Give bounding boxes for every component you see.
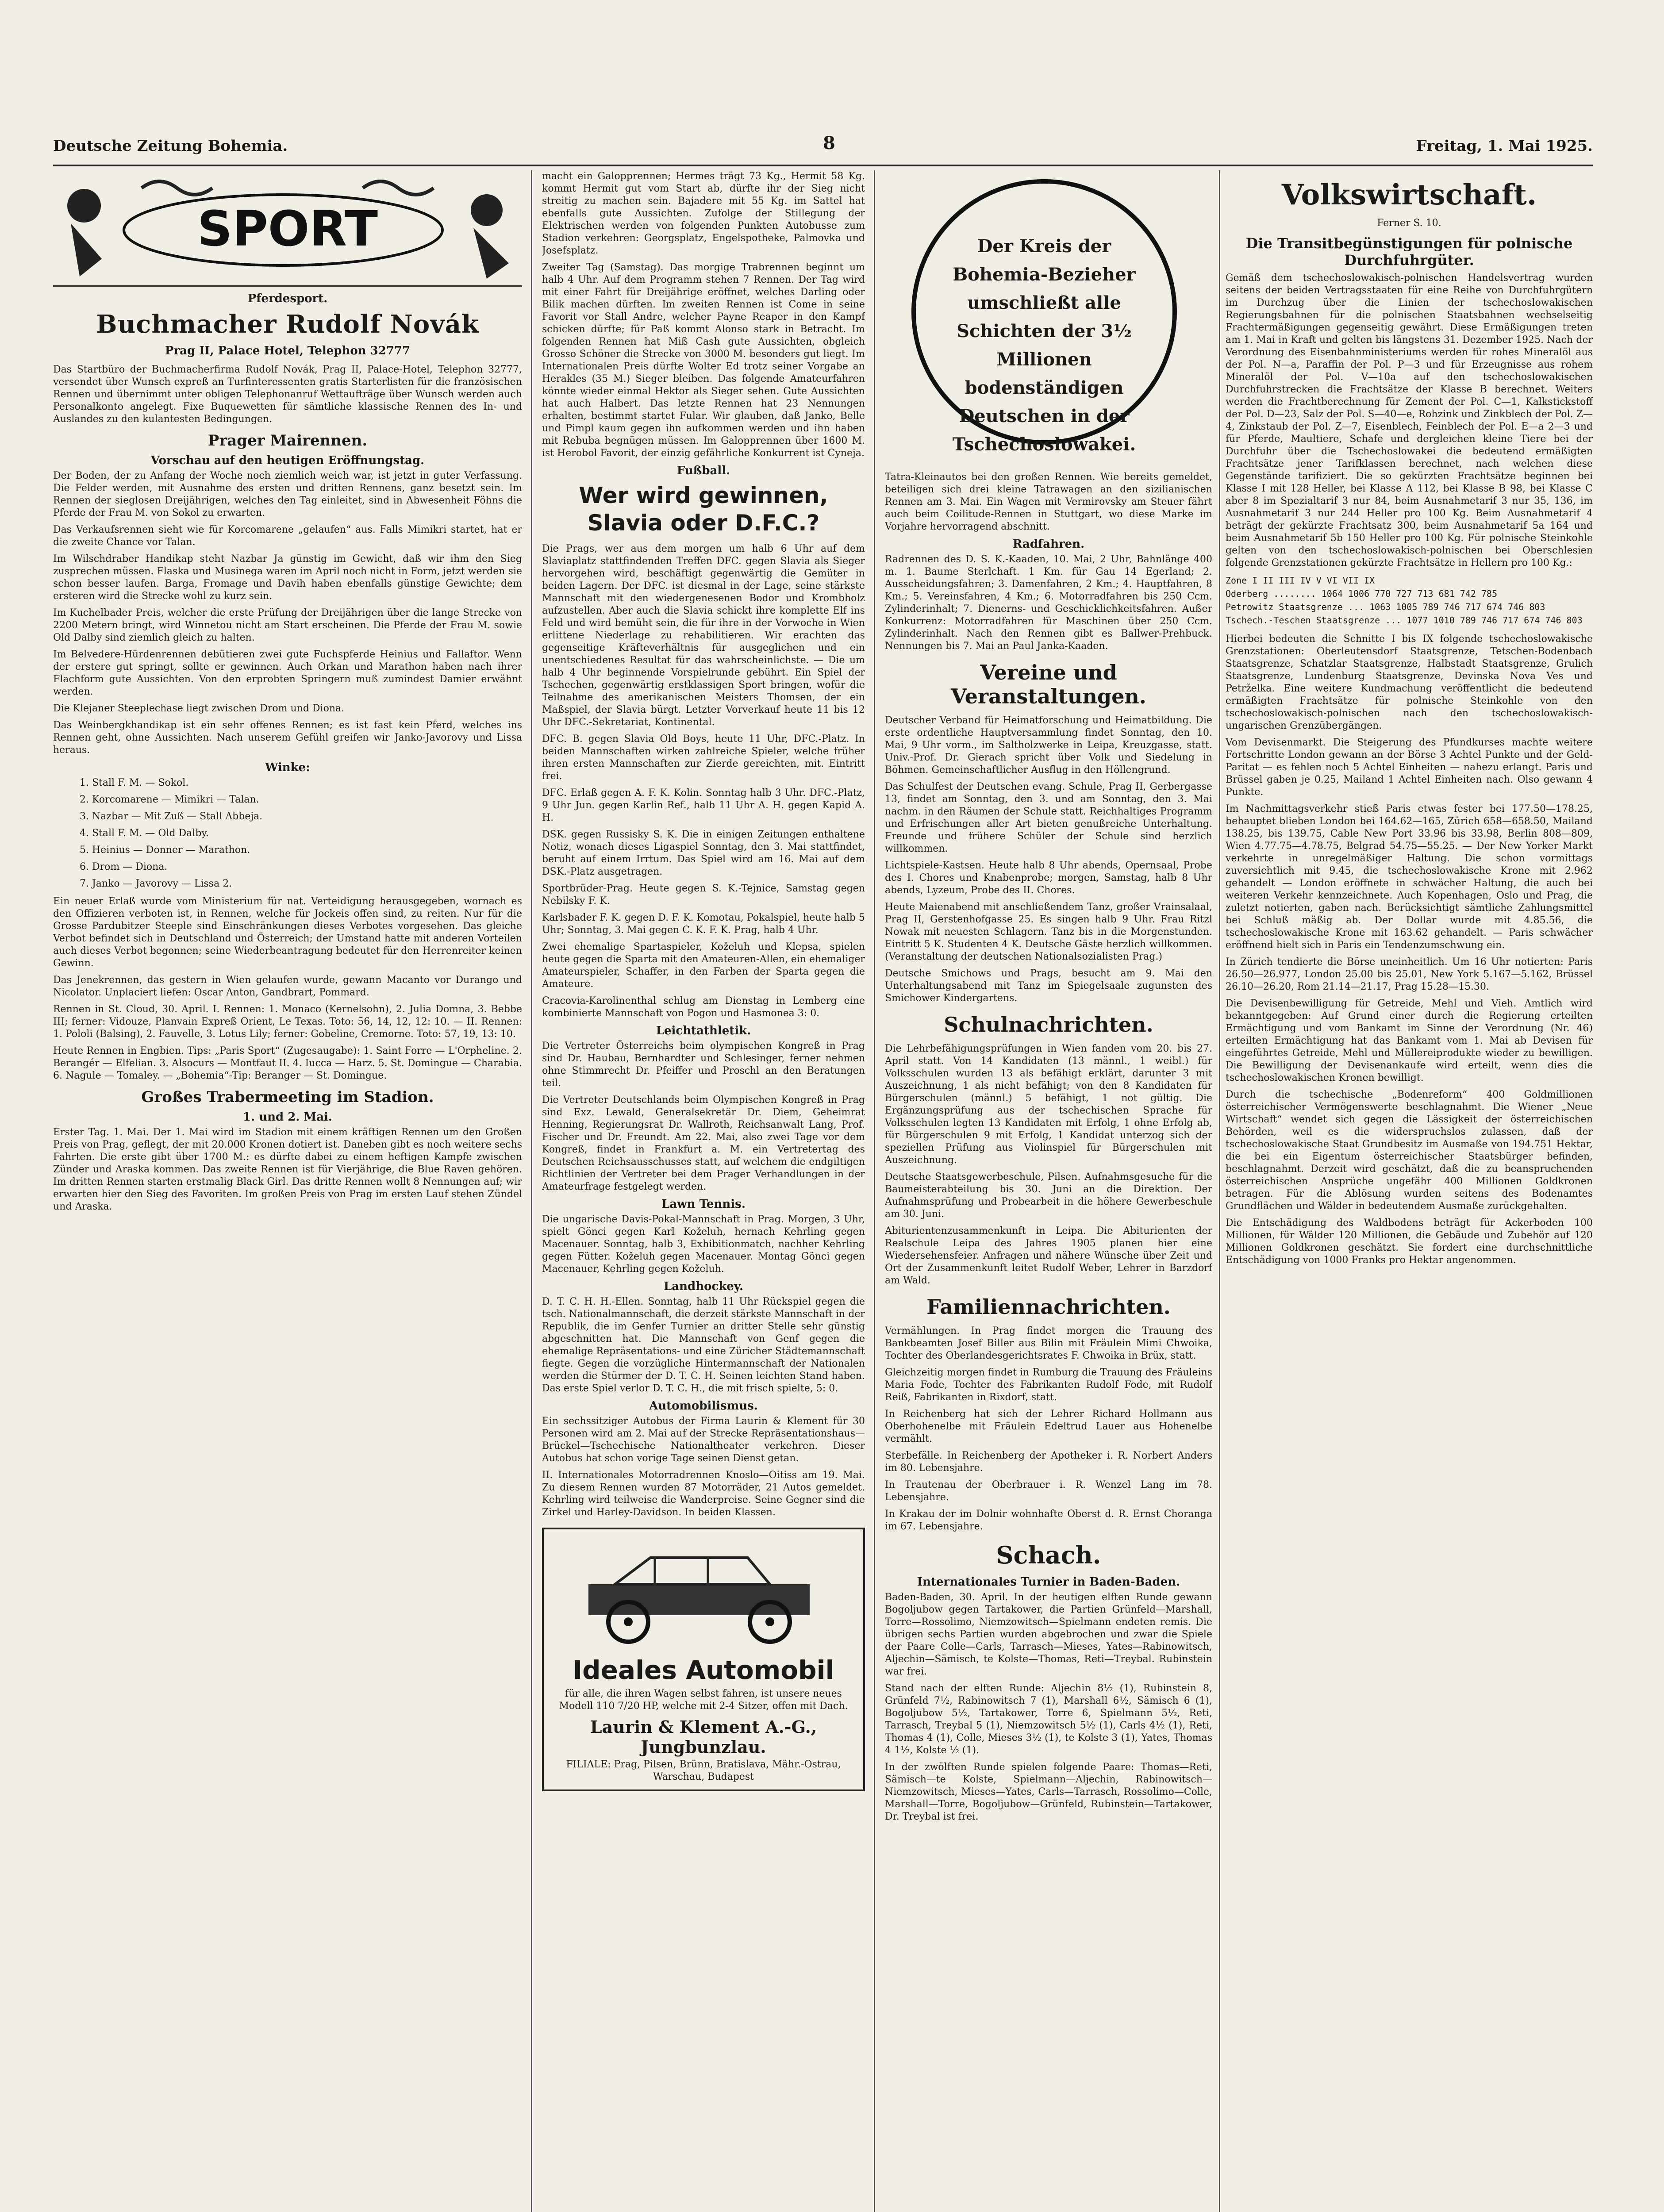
article-paragraph: Heute Maienabend mit anschließendem Tanz, großer Vrainsalaal, Prag II, Gerstenhofgasse 25. Es singen halb 9 Uhr. Frau Ritzl Nowak mit neuesten Schlagern. Tanz bis in die Morgenstunden. Eintritt 5 K. Studenten 4 K. Deutsche Gäste herzlich willkommen. (Veranstaltung der deutschen Nationalsozialisten Prag.) [885, 902, 1212, 962]
tariff-table-row: Oderberg ........ 1064 1006 770 727 713 681 742 785 [1226, 588, 1498, 599]
article-paragraph: Im Nachmittagsverkehr stieß Paris etwas fester bei 177.50—178.25, behauptet blieben London bei 164.62—165, Zürich 658—658.50, Mailand 138.25, bis 139.75, Cable New Port 33.96 bis 33.98, Berlin 808—809, Wien 4.77.75—4.78.75, Belgrad 54.75—55.25. — Der New Yorker Markt verkehrte in unregelmäßiger Haltung. Die schon vormittags zuversichtlich mit 9.45, die tschechoslowakische Krone mit 2.962 gehandelt — London eröffnete in schwächer Haltung, die auch bei weiteren Verkehr kennzeichnete. Auch Kopenhagen, Oslo und Prag, die zuletzt notierten, gaben nach. Berücksichtigt sämtliche Zahlungsmittel bei Schluß mäßig ab. Der Dollar wurde mit 4.85.56, die tschechoslowakische Krone mit 163.62 gehandelt. — Paris schwächer eröffnend hielt sich in Paris ein Tendenzumschwung ein. [1226, 803, 1593, 951]
article-paragraph: Im Belvedere-Hürdenrennen debütieren zwei gute Fuchspferde Heinius und Fallaftor. Wenn der erstere gut springt, sollte er gewinnen. Auch Orkan und Marathon haben nach ihrer Flachform gute Aussichten. Von den erprobten Springern muß zumindest Damier erwähnt werden. [53, 649, 522, 697]
article-paragraph: Deutscher Verband für Heimatforschung und Heimatbildung. Die erste ordentliche Hauptversammlung findet Sonntag, den 10. Mai, 9 Uhr vorm., im Saltholzwerke in Leipa, Kreuzgasse, statt. Univ.-Prof. Dr. Gierach spricht über Volk und Siedelung in Böhmen. Gemeinschaftlicher Ausflug in den Höllengrund. [885, 715, 1212, 776]
heading-prager-mairennen: Prager Mairennen. [208, 432, 368, 449]
article-paragraph: Vermählungen. In Prag findet morgen die Trauung des Bankbeamten Josef Biller aus Bilin mit Fräulein Mimi Chwoika, Tochter des Oberlandesgerichtsrates F. Chwoika in Brüx, statt. [885, 1325, 1212, 1361]
car-illustration [562, 1536, 845, 1651]
article-paragraph: Tatra-Kleinautos bei den großen Rennen. Wie bereits gemeldet, beteiligen sich drei kleine Tatrawagen an den sizilianischen Rennen am 3. Mai. Ein Wagen mit Vermirovsky am Steuer fährt auch beim Coilitude-Rennen in Stuttgart, wo diese Marke im Vorjahre hervorragend abschnitt. [885, 472, 1212, 532]
column-volkswirtschaft [1226, 170, 1593, 2212]
bookmaker-title: Buchmacher Rudolf Novák [96, 310, 479, 339]
article-paragraph: In der zwölften Runde spielen folgende Paare: Thomas—Reti, Sämisch—te Kolste, Spielmann—Aljechin, Rabinowitsch—Niemzowitsch, Mieses—Yates, Carls—Tarrasch, Rossolimo—Colle, Marshall—Torre, Bogoljubow—Grünfeld, Rubinstein—Tartakower, Dr. Treybal ist frei. [885, 1762, 1212, 1822]
article-paragraph: Stand nach der elften Runde: Aljechin 8½ (1), Rubinstein 8, Grünfeld 7½, Rabinowitsch 7 (1), Marshall 6½, Sämisch 6 (1), Bogoljubow 5½, Tartakower, Torre 6, Spielmann 5½, Reti, Tarrasch, Treybal 5 (1), Niemzowitsch 5½ (1), Carls 4½ (1), Reti, Thomas 4 (1), Colle, Mieses 3½ (1), te Kolste 3 (1), Yates, Thomas 4 1½, Kolste ½ (1). [885, 1683, 1212, 1756]
article-paragraph: Heute Rennen in Engbien. Tips: „Paris Sport“ (Zugesaugabe): 1. Saint Forre — L'Orpheline. 2. Berangér — Elfelian. 3. Alsocurs — Montfaut II. 4. Iucca — Harz. 5. St. Domingue — Charabia. 6. Nagule — Tomaley. — „Bohemia“-Tip: Beranger — St. Domingue. [53, 1045, 522, 1081]
headline-slavia-dfc: Wer wird gewinnen, Slavia oder D.F.C.? [579, 483, 828, 536]
article-paragraph: DFC. Erlaß gegen A. F. K. Kolin. Sonntag halb 3 Uhr. DFC.-Platz, 9 Uhr Jun. gegen Karlin Ref., halb 11 Uhr A. H. gegen Kapid A. H. [542, 787, 865, 823]
article-paragraph: In Reichenberg hat sich der Lehrer Richard Hollmann aus Oberhohenelbe mit Fräulein Edeltrud Lauer aus Hohenelbe vermählt. [885, 1409, 1212, 1444]
article-paragraph: Sportbrüder-Prag. Heute gegen S. K.-Tejnice, Samstag gegen Nebilsky F. K. [542, 883, 865, 906]
article-paragraph: Cracovia-Karolinenthal schlug am Dienstag in Lemberg eine kombinierte Mannschaft von Pogon und Hasmonea 3: 0. [542, 995, 865, 1019]
article-paragraph: Das Schulfest der Deutschen evang. Schule, Prag II, Gerbergasse 13, findet am Sonntag, den 3. und am Sonntag, den 3. Mai nachm. in den Räumen der Schule statt. Reichhaltiges Programm und Erfrischungen aller Art bieten genußreiche Unterhaltung. Freunde und frühere Schüler der Schule sind herzlich willkommen. [885, 781, 1212, 854]
article-paragraph: Im Wilschdraber Handikap steht Nazbar Ja günstig im Gewicht, daß wir ihm den Sieg zusprechen müssen. Flaska und Musinega waren im April noch nicht in Form, jetzt werden sie schon besser laufen. Barga, Fromage und Davih haben ebenfalls günstige Gewichte; dem ersteren wird die Strecke wohl zu kurz sein. [53, 553, 522, 602]
heading-transit: Die Transitbegünstigungen für polnische Durchfuhrgüter. [1245, 235, 1573, 269]
subheading-baden-baden: Internationales Turnier in Baden-Baden. [917, 1575, 1180, 1589]
tip-item: 2. Korcomarene — Mimikri — Talan. [80, 794, 259, 805]
article-paragraph: Deutsche Staatsgewerbeschule, Pilsen. Aufnahmsgesuche für die Baumeisterabteilung bis 30. Juni an die Direktion. Der Aufnahmsprüfung und Probearbeit in die höhere Gewerbeschule am 30. Juni. [885, 1171, 1212, 1220]
article-paragraph: Die Vertreter Deutschlands beim Olympischen Kongreß in Prag sind Exz. Lewald, Generalsekretär Dr. Diem, Geheimrat Henning, Regierungsrat Dr. Wallroth, Reichsanwalt Lang, Prof. Fischer und Dr. Freundt. Am 22. Mai, also zwei Tage vor dem Kongreß, findet in Frankfurt a. M. ein Vertretertag des Deutschen Reichsausschusses statt, auf welchem die endgiltigen Richtlinien der Vertreter bei dem Prager Verhandlungen in der Amateurfrage festgelegt werden. [542, 1094, 865, 1192]
sport-logo-illustration [53, 170, 522, 285]
section-radfahren: Radfahren. [1012, 538, 1085, 551]
article-paragraph: Gleichzeitig morgen findet in Rumburg die Trauung des Fräuleins Maria Fode, Tochter des Fabrikanten Rudolf Fode, mit Rudolf Reiß, Fabrikanten in Rixdorf, statt. [885, 1367, 1212, 1403]
column-divider [1219, 170, 1220, 2212]
article-paragraph: DSK. gegen Russisky S. K. Die in einigen Zeitungen enthaltene Notiz, wonach dieses Ligaspiel Sonntag, den 3. Mai stattfindet, beruht auf einem Irrtum. Das Spiel wird am 16. Mai auf dem DSK.-Platz ausgetragen. [542, 829, 865, 877]
article-paragraph: Die Vertreter Österreichs beim olympischen Kongreß in Prag sind Dr. Haubau, Bernhardter und Schlesinger, ferner nehmen ohne Stimmrecht Dr. Pfeiffer und Proschl an den Beratungen teil. [542, 1041, 865, 1089]
section-leichtathletik: Leichtathletik. [656, 1024, 751, 1037]
column-divider [531, 170, 532, 2212]
ad-branches: FILIALE: Prag, Pilsen, Brünn, Bratislava, Mähr.-Ostrau, Warschau, Budapest [566, 1759, 841, 1782]
article-paragraph: Durch die tschechische „Bodenreform“ 400 Goldmillionen österreichischer Vermögenswerte beschlagnahmt. Die Wiener „Neue Wirtschaft“ wendet sich gegen die Lässigkeit der österreichischen Behörden, weil es die widerspruchslos zulassen, daß der tschechoslowakische Staat Grundbesitz im Ausmaße von 194.751 Hektar, die bei ein Eigentum österreichischer Staatsbürger befinden, beschlagnahmt. Derzeit wird geschätzt, daß die zu beanspruchenden österreichischen Ansprüche ungefähr 400 Millionen Goldkronen betragen. Für die Ablösung wurden seitens des Bodenamtes Grundflächen und Wälder in bedeutendem Ausmaße zurückgehalten. [1226, 1089, 1593, 1212]
tip-item: 4. Stall F. M. — Old Dalby. [80, 828, 209, 839]
article-paragraph: Sterbefälle. In Reichenberg der Apotheker i. R. Norbert Anders im 80. Lebensjahre. [885, 1450, 1212, 1474]
article-paragraph: Die Prags, wer aus dem morgen um halb 6 Uhr auf dem Slaviaplatz stattfindenden Treffen DFC. gegen Slavia als Sieger hervorgehen wird, beschäftigt gegenwärtig die Gemüter in beiden Lagern. Der DFC. ist diesmal in der Lage, seine stärkste Mannschaft mit den wiedergenesenen Bodor und Krombholz aufzustellen. Aber auch die Slavia schickt ihre komplette Elf ins Feld und wird bemüht sein, die für ihre in der Vorwoche in Wien erlittene Niederlage zu rehabilitieren. Wir erachten das gegenseitige Kräfteverhältnis für ausgeglichen und ein unentschiedenes Resultat für das wahrscheinlichste. — Die um halb 4 Uhr beginnende Vorspielrunde gebührt. Ein Spiel der Tschechen, gegenwärtig erstklassigen Sport bringen, wofür die Teilnahme des amerikanischen Meisters Thomsen, der ein Maßspiel, der Slavia bürgt. Letzter Vorverkauf heute 11 bis 12 Uhr DFC.-Sekretariat, Kontinental. [542, 543, 865, 728]
tip-item: 5. Heinius — Donner — Marathon. [80, 845, 250, 856]
ad-title: Ideales Automobil [573, 1655, 834, 1685]
article-paragraph: II. Internationales Motorradrennen Knoslo—Oitiss am 19. Mai. Zu diesem Rennen wurden 87 Motorräder, 21 Autos gemeldet. Kehrling wird teilweise die Wanderpreise. Seine Gegner sind die Zirkel und Harley-Davidson. In beiden Klassen. [542, 1470, 865, 1518]
sport-logo [53, 170, 522, 287]
section-lawn-tennis: Lawn Tennis. [661, 1198, 746, 1211]
heading-schach: Schach. [996, 1541, 1101, 1569]
article-paragraph: In Trautenau der Oberbrauer i. R. Wenzel Lang im 78. Lebensjahre. [885, 1479, 1212, 1503]
issue-date: Freitag, 1. Mai 1925. [1416, 137, 1593, 155]
article-paragraph: macht ein Galopprennen; Hermes trägt 73 Kg., Hermit 58 Kg. kommt Hermit gut vom Start ab, dürfte ihr der Sieg nicht streitig zu machen sein. Bajadere mit 55 Kg. im Sattel hat ebenfalls gute Aussichten. Zufolge der Stillegung der Elektrischen werden von folgenden Punkten Autobusse zum Stadion verkehren: Georgsplatz, Engelspotheke, Palmovka und Josefsplatz. [542, 171, 865, 256]
article-paragraph: Das Weinbergkhandikap ist ein sehr offenes Rennen; es ist fast kein Pferd, welches ins Rennen geht, ohne Aussichten. Nach unserem Gefühl greifen wir Janko-Javorovy und Lissa heraus. [53, 720, 522, 756]
column-vereine [885, 170, 1212, 2212]
article-paragraph: Die ungarische Davis-Pokal-Mannschaft in Prag. Morgen, 3 Uhr, spielt Gönci gegen Karl Koželuh, hernach Kehrling gegen Macenauer. Sonntag, halb 3, Exhibitionmatch, nachher Kehrling gegen Fütter. Koželuh gegen Macenauer. Montag Gönci gegen Macenauer, Kehrling gegen Koželuh. [542, 1214, 865, 1275]
ad-text: für alle, die ihren Wagen selbst fahren, ist unsere neues Modell 110 7/20 HP, welche mit 2-4 Sitzer, offen mit Dach. [559, 1688, 848, 1712]
article-paragraph: Ein neuer Erlaß wurde vom Ministerium für nat. Verteidigung herausgegeben, wornach es den Offizieren verboten ist, in Rennen, welche für Jockeis offen sind, zu reiten. Nur für die Grosse Pardubitzer Steeple sind Einschränkungen dieses Verbotes vorgesehen. Das gleiche Verbot befindet sich in Deutschland und Österreich; der Umstand hatte mit anderen Vorteilen auch dieses Verbot begonnen; seine Wiederbeantragung bedeutet für den Herrenreiter keinen Gewinn. [53, 896, 522, 969]
article-paragraph: Die Entschädigung des Waldbodens beträgt für Ackerboden 100 Millionen, für Wälder 120 Millionen, die Gebäude und Zubehör auf 120 Millionen Goldkronen geschätzt. Sie fordert eine durchschnittliche Entschädigung von 1000 Franks pro Hektar angenommen. [1226, 1217, 1593, 1266]
page-header [53, 133, 1593, 159]
article-paragraph: Die Klejaner Steeplechase liegt zwischen Drom und Diona. [53, 703, 345, 714]
article-paragraph: In Krakau der im Dolnir wohnhafte Oberst d. R. Ernst Choranga im 67. Lebensjahre. [885, 1509, 1212, 1532]
bookmaker-ad [53, 310, 522, 357]
tips-title: Winke: [265, 761, 310, 774]
article-paragraph: DFC. B. gegen Slavia Old Boys, heute 11 Uhr, DFC.-Platz. In beiden Mannschaften wirken zahlreiche Spieler, welche früher ihren ersten Mannschaften zur Zierde gereichten, mit. Eintritt frei. [542, 733, 865, 782]
heading-trabermeeting: Großes Trabermeeting im Stadion. [141, 1088, 434, 1106]
masthead-name: Deutsche Zeitung Bohemia. [53, 137, 288, 155]
ad-brand: Laurin & Klement A.-G., Jungbunzlau. [590, 1717, 817, 1757]
article-paragraph: D. T. C. H. H.-Ellen. Sonntag, halb 11 Uhr Rückspiel gegen die tsch. Nationalmannschaft, die derzeit stärkste Mannschaft in der Republik, die im Genfer Turnier an dritter Stelle sehr günstig abgeschnitten hat. Die Mannschaft von Genf gegen die ehemalige Repräsentations- und eine Züricher Städtemannschaft fiegte. Gegen die vorzügliche Hintermannschaft der Nationalen werden die Stürmer der D. T. C. H. Seinen leichten Stand haben. Das erste Spiel verlor D. T. C. H., die mit frisch spielte, 5: 0. [542, 1296, 865, 1394]
tips-list [80, 777, 522, 890]
heading-familiennachrichten: Familiennachrichten. [926, 1295, 1171, 1319]
column-sport [53, 170, 522, 2212]
article-paragraph: Der Boden, der zu Anfang der Woche noch ziemlich weich war, ist jetzt in guter Verfassung. Die Felder werden, mit Ausnahme des ersten und dritten Rennens, ganz besetzt sein. Im Rennen der sieglosen Dreijährigen, welches den Tag einleitet, sind in Abwesenheit Föhns die Pferde der Frau M. von Sokol zu erwarten. [53, 470, 522, 518]
circle-text: Der Kreis der Bohemia-Bezieher umschließt alle Schichten der 3½ Millionen bodenständigen Deutschen in der Tschechoslowakei. [952, 236, 1136, 455]
tip-item: 1. Stall F. M. — Sokol. [80, 777, 189, 788]
tariff-table-row: Tschech.-Teschen Staatsgrenze ... 1077 1010 789 746 717 674 746 803 [1226, 615, 1583, 626]
article-paragraph: In Zürich tendierte die Börse uneinheitlich. Um 16 Uhr notierten: Paris 26.50—26.977, London 25.00 bis 25.01, New York 5.167—5.162, Brüssel 26.10—26.20, Rom 21.14—21.17, Prag 15.28—15.30. [1226, 956, 1593, 992]
tariff-table [1226, 574, 1593, 627]
article-paragraph: Radrennen des D. S. K.-Kaaden, 10. Mai, 2 Uhr, Bahnlänge 400 m. 1. Baume Sterlchaft. 1 Km. für Gau 14 Egerland; 2. Ausscheidungsfahren; 3. Damenfahren, 2 Km.; 4. Hauptfahren, 8 Km.; 5. Vereinsfahren, 4 Km.; 6. Motorradfahren bis 250 Ccm. Zylinderinhalt; 7. Dienerns- und Geschicklichkeitsfahren. Außer Konkurrenz: Motorradfahren für Maschinen über 250 Ccm. Zylinderinhalt. Nach den Rennen gibt es Ballwer-Prehbuck. Nennungen bis 7. Mai an Paul Janka-Kaaden. [885, 554, 1212, 652]
bookmaker-text: Das Startbüro der Buchmacherfirma Rudolf Novák, Prag II, Palace-Hotel, Telephon 32777, versendet über Wunsch expreß an Turfinteressenten gratis Starterlisten für die französischen Rennen und übernimmt unter obligen Telephonanruf Wettaufträge über Wunsch werden auch Personalkonto angelegt. Fixe Buquewetten für sämtliche klassische Rennen des In- und Auslandes zu den kulantesten Bedingungen. [53, 364, 522, 425]
tip-item: 7. Janko — Javorovy — Lissa 2. [80, 878, 232, 889]
column-divider [874, 170, 875, 2212]
article-paragraph: Abiturientenzusammenkunft in Leipa. Die Abiturienten der Realschule Leipa des Jahres 1905 planen hier eine Wiedersehensfeier. Anfragen und nähere Wünsche über Zeit und Ort der Zusammenkunft leitet Rudolf Weber, Lehrer in Barzdorf am Wald. [885, 1225, 1212, 1286]
heading-vereine: Vereine und Veranstaltungen. [951, 661, 1146, 708]
article-paragraph: Das Jenekrennen, das gestern in Wien gelaufen wurde, gewann Macanto vor Durango und Nicolator. Unplaciert liefen: Oscar Anton, Gandbrart, Pommard. [53, 975, 522, 998]
article-paragraph: Gemäß dem tschechoslowakisch-polnischen Handelsvertrag wurden seitens der beiden Vertragsstaaten für eine Reihe von Durchfuhrgütern im Durchzug über die Linien der tschechoslowakischen Regierungsbahnen für die polnischen Staatsbahnen wechselseitig Frachtermäßigungen gegenseitig gewährt. Diese Ermäßigungen treten am 1. Mai in Kraft und gelten bis längstens 31. Dezember 1925. Nach der Verordnung des Eisenbahnministeriums werden für rohes Mineralöl aus der Pol. N—a, Paraffin der Pol. P—3 und für Erzeugnisse aus rohem Mineralöl der Pol. V—10a auf den tschechoslowakischen Durchfuhrstrecken die Frachtsätze der Klasse B berechnet. Weiters werden die Frachtberechnung für Zement der Pol. C—1, Kalkstickstoff der Pol. D—23, Salz der Pol. S—40—e, Rohzink und Zinkblech der Pol. Z—4, Zinkstaub der Pol. Z—7, Eisenblech, Feinblech der Pol. E—a 2—3 und für Pferde, Maultiere, Schafe und dergleichen kleine Tiere bei der Durchfuhr über die Tschechoslowakei die bedeutend ermäßigten Frachtsätze jener Tarifklassen berechnet, nach welchen diese Gegenstände tarifiziert. Die so gekürzten Frachtsätze beginnen bei Klasse I mit 128 Heller, bei Klasse A 112, bei Klasse B 98, bei Klasse C aber 8 im Spezialtarif 3 nur 84, beim Ausnahmetarif 3 nur 35, 136, im Ausnahmetarif 3 nur 244 Heller pro 100 Kg. Beim Ausnahmetarif 4 beträgt der gekürzte Frachtsatz 300, beim Ausnahmetarif 5a 164 und beim Ausnahmetarif 5b 150 Heller pro 100 Kg. Für polnische Steinkohle gelten von den tschechoslowakisch-polnischen bei Oberschlesien folgende Grenzstationen gekürzte Frachtsätze in Hellern pro 100 Kg.: [1226, 273, 1593, 568]
sport-logo-text: SPORT [197, 200, 378, 257]
article-paragraph: Erster Tag. 1. Mai. Der 1. Mai wird im Stadion mit einem kräftigen Rennen um den Großen Preis von Prag, geflegt, der mit 20.000 Kronen dotiert ist. Daneben gibt es noch weitere sechs Fahrten. Die erste gibt über 1700 M.: es dürfte dabei zu einem heftigen Kampfe zwischen Zünder und Araska kommen. Das zweite Rennen ist für Vierjährige, die Blue Raven gehören. Im dritten Rennen starten erstmalig Black Girl. Das dritte Rennen wollt 8 Nennungen auf; wir erwarten hier den Sieg des Favoriten. Im großen Preis von Prag im ersten Lauf stehen Zündel und Araska. [53, 1127, 522, 1212]
section-fussball: Fußball. [676, 464, 730, 477]
article-paragraph: Das Verkaufsrennen sieht wie für Korcomarene „gelaufen“ aus. Falls Mimikri startet, hat er die zweite Chance vor Talan. [53, 524, 522, 548]
column-sport-continued [542, 170, 865, 2212]
article-paragraph: Lichtspiele-Kastsen. Heute halb 8 Uhr abends, Opernsaal, Probe des I. Chores und Knabenprobe; morgen, Samstag, halb 8 Uhr abends, Lyzeum, Probe des II. Chores. [885, 860, 1212, 896]
subheading-vorschau: Vorschau auf den heutigen Eröffnungstag. [150, 454, 425, 467]
article-paragraph: Hierbei bedeuten die Schnitte I bis IX folgende tschechoslowakische Grenzstationen: Oberleutensdorf Staatsgrenze, Tetschen-Bodenbach Staatsgrenze, Schatzlar Staatsgrenze, Halbstadt Staatsgrenze, Grulich Staatsgrenze, Lundenburg Staatsgrenze, Devinska Nova Ves und Petrželka. Eine weitere Kundmachung veröffentlicht die bedeutend ermäßigten Frachtsätze für polnische Steinkohle von den tschechoslowakisch-polnischen nach den tschechoslowakisch-ungarischen Grenzübergängen. [1226, 634, 1593, 731]
article-paragraph: Karlsbader F. K. gegen D. F. K. Komotau, Pokalspiel, heute halb 5 Uhr; Sonntag, 3. Mai gegen C. K. F. K. Prag, halb 4 Uhr. [542, 912, 865, 936]
article-paragraph: Die Devisenbewilligung für Getreide, Mehl und Vieh. Amtlich wird bekanntgegeben: Auf Grund einer durch die Regierung erteilten Ermächtigung und vom Bankamt im Sinne der Verordnung (Nr. 46) erteilten Ermächtigung hat das Bankamt vom 1. Mai ab Devisen für eingeführtes Getreide, Mehl und Müllereiprodukte wieder zu bewilligen. Die Bewilligung der Devisenankaufe wird erteilt, wenn dies die tschechoslowakischen Kronen bewilligt. [1226, 998, 1593, 1083]
bohemia-circle-notice [885, 175, 1212, 462]
subheading-trab-dates: 1. und 2. Mai. [243, 1110, 332, 1124]
header-rule [53, 165, 1593, 166]
heading-volkswirtschaft: Volkswirtschaft. [1281, 178, 1537, 211]
heading-schulnachrichten: Schulnachrichten. [944, 1013, 1153, 1037]
section-landhockey: Landhockey. [663, 1280, 744, 1293]
article-paragraph: Die Lehrbefähigungsprüfungen in Wien fanden vom 20. bis 27. April statt. Von 14 Kandidaten (13 männl., 1 weibl.) für Volksschulen wurden 13 als befähigt erklärt, darunter 3 mit Auszeichnung, 1 als nicht befähigt; von den 8 Kandidaten für Bürgerschulen (männl.) 5 befähigt, 1 not gültig. Die Ergänzungsprüfung aus der tschechischen Sprache für Volksschulen legten 13 Kandidaten mit Erfolg, 1 ohne Erfolg ab, für Bürgerschulen 9 mit Erfolg, 1 Kandidat unterzog sich der speziellen Prüfung aus Violinspiel für Bürgerschulen mit Auszeichnung. [885, 1043, 1212, 1166]
article-paragraph: Zweiter Tag (Samstag). Das morgige Trabrennen beginnt um halb 4 Uhr. Auf dem Programm stehen 7 Rennen. Der Tag wird mit einer Fahrt für Dreijährige eröffnet, welches Darling oder Bilik machen dürften. Im zweiten Rennen ist Come in seine Favorit vor Stall Andre, welcher Payne Reaper in den Kampf schicken dürfte; für Paß kommt Alonso stark in Betracht. Im folgenden Rennen hat Miß Cash gute Aussichten, obgleich Grosso Schöner die Strecke von 3000 M. besonders gut liegt. Im Internationalen Preis dürfte Wolter Ed trotz seiner Vorgabe an Herakles (35 M.) Sieger bleiben. Das folgende Amateurfahren könnte wieder einmal Hektor als Sieger sehen. Gute Aussichten hat auch Halbert. Das letzte Rennen hat 23 Nennungen erhalten, bestimmt startet Fular. Wir glauben, daß Janko, Belle und Pimpl kaum gegen ihn aufkommen werden und ihn haben mit Rebuba begnügen müssen. Im Galopprennen über 1600 M. ist Herobol Favorit, der einzig gefährliche Konkurrent ist Cyneja. [542, 262, 865, 459]
article-paragraph: Im Kuchelbader Preis, welcher die erste Prüfung der Dreijährigen über die lange Strecke von 2200 Metern bringt, wird Winnetou nicht am Start erscheinen. Die Pferde der Frau M. sowie Old Dalby sind ziemlich gleich zu halten. [53, 607, 522, 643]
tip-item: 6. Drom — Diona. [80, 861, 168, 872]
tariff-table-header: Zone I II III IV V VI VII IX [1226, 575, 1375, 586]
article-paragraph: Zwei ehemalige Spartaspieler, Koželuh und Klepsa, spielen heute gegen die Sparta mit den Amateuren-Allen, ein ehemaliger Amateurspieler, Schaffer, in den Farben der Sparta gegen die Amateure. [542, 941, 865, 990]
section-label-pferdesport: Pferdesport. [247, 292, 328, 305]
tariff-table-row: Petrowitz Staatsgrenze ... 1063 1005 789 746 717 674 746 803 [1226, 602, 1545, 612]
article-paragraph: Ein sechssitziger Autobus der Firma Laurin & Klement für 30 Personen wird am 2. Mai auf der Strecke Repräsentationshaus—Brückel—Tschechische Nationaltheater verkehren. Dieser Autobus hat schon vorige Tage seinen Dienst getan. [542, 1416, 865, 1464]
article-paragraph: Deutsche Smichows und Prags, besucht am 9. Mai den Unterhaltungsabend mit Tanz im Spiegelsaale zugunsten des Smichower Kindergartens. [885, 968, 1212, 1004]
section-automobilismus: Automobilismus. [649, 1399, 758, 1413]
article-paragraph: Baden-Baden, 30. April. In der heutigen elften Runde gewann Bogoljubow gegen Tartakower, die Partien Grünfeld—Marshall, Torre—Rossolimo, Niemzowitsch—Spielmann endeten remis. Die übrigen sechs Partien wurden abgebrochen und zwar die Spiele der Paare Colle—Carls, Tarrasch—Mieses, Yates—Rabinowitsch, Aljechin—Sämisch, te Kolste—Thomas, Reti—Treybal. Rubinstein war frei. [885, 1592, 1212, 1677]
page-number: 8 [823, 133, 835, 154]
tip-item: 3. Nazbar — Mit Zuß — Stall Abbeja. [80, 811, 263, 822]
subheading-ferner: Ferner S. 10. [1377, 218, 1441, 229]
bookmaker-address: Prag II, Palace Hotel, Telephon 32777 [165, 344, 411, 357]
automobile-ad [542, 1528, 865, 1791]
article-paragraph: Rennen in St. Cloud, 30. April. I. Rennen: 1. Monaco (Kernelsohn), 2. Julia Domna, 3. Bebbe III; ferner: Vidouze, Planvain Expreß Orient, Le Texas. Toto: 56, 14, 12, 12: 10. — II. Rennen: 1. Pololi (Balsing), 2. Fauvelle, 3. Lotus Lily; ferner: Gobeline, Cremorne. Toto: 57, 19, 13: 10. [53, 1004, 522, 1040]
article-paragraph: Vom Devisenmarkt. Die Steigerung des Pfundkurses machte weitere Fortschritte London gewann an der Börse 3 Achtel Punkte und der Geld-Paritat — es fehlen noch 5 Achtel Einheiten — nahezu erlangt. Paris und Brüssel gaben je 0.25, Mailand 1 Achtel Einheiten nach. Olso gewann 4 Punkte. [1226, 737, 1593, 798]
